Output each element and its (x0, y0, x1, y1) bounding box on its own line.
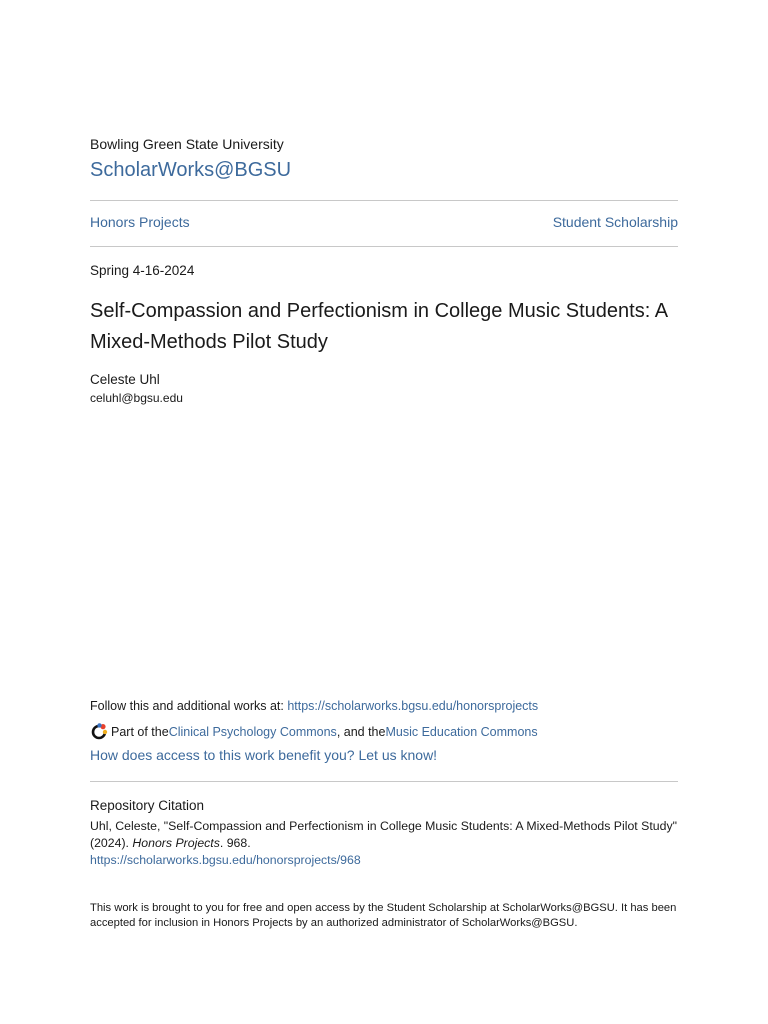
repository-link[interactable]: ScholarWorks@BGSU (90, 159, 292, 181)
part-of-line (90, 722, 538, 742)
student-scholarship-link[interactable]: Student Scholarship (552, 214, 678, 230)
university-name: Bowling Green State University (90, 136, 284, 152)
divider-citation (90, 781, 678, 782)
honors-projects-link[interactable]: Honors Projects (90, 214, 190, 230)
benefit-feedback-link[interactable]: How does access to this work benefit you? Let us know! (90, 747, 438, 763)
access-note: This work is brought to you for free and open access by the Student Scholarship at ScholarWorks@BGSU. It has been accepted for inclusion in Honors Projects by an authorized administrator of ScholarWorks@BGSU. (90, 902, 677, 929)
document-title: Self-Compassion and Perfectionism in College Music Students: A Mixed-Methods Pilot Study (90, 300, 667, 353)
citation-text (90, 818, 678, 851)
music-education-commons-link[interactable]: Music Education Commons (385, 725, 538, 739)
citation-number: . 968. (219, 835, 251, 850)
divider-nav (90, 246, 678, 247)
cover-page (90, 0, 678, 1024)
follow-line (90, 699, 538, 714)
citation-body: Uhl, Celeste, "Self-Compassion and Perfectionism in College Music Students: A Mixed-Methods Pilot Study" (2024). (90, 819, 677, 850)
clinical-psychology-commons-link[interactable]: Clinical Psychology Commons (168, 725, 337, 739)
follow-url-link[interactable]: https://scholarworks.bgsu.edu/honorsprojects (287, 699, 539, 713)
follow-label: Follow this and additional works at: (90, 699, 288, 713)
author-name: Celeste Uhl (90, 372, 160, 387)
citation-heading: Repository Citation (90, 798, 205, 813)
part-of-prefix: Part of the (111, 725, 169, 739)
network-commons-icon (90, 723, 108, 741)
divider-top (90, 200, 678, 201)
citation-url-link[interactable]: https://scholarworks.bgsu.edu/honorsprojects/968 (90, 853, 361, 867)
citation-journal: Honors Projects (132, 835, 220, 850)
publication-date: Spring 4-16-2024 (90, 263, 195, 278)
part-of-joiner: , and the (336, 725, 386, 739)
author-email: celuhl@bgsu.edu (90, 391, 183, 405)
